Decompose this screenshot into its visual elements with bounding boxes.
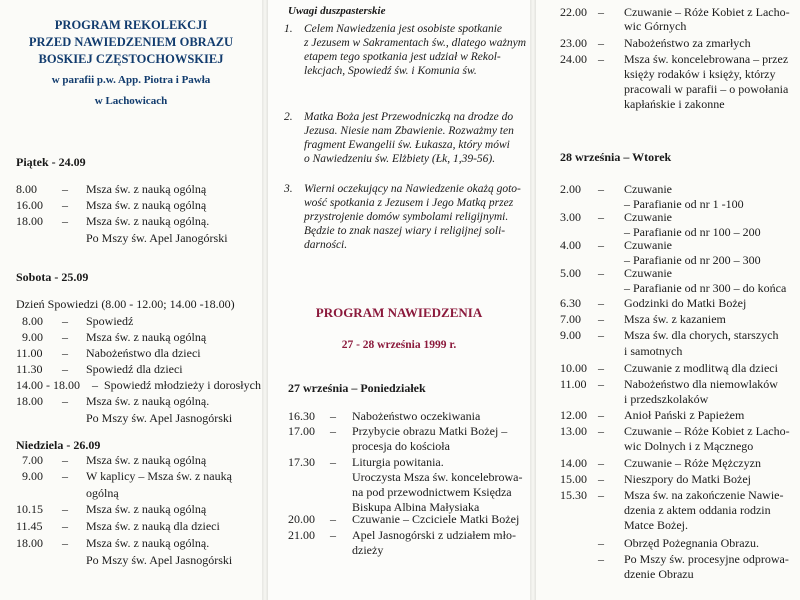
row-time: 9.00 [22, 469, 43, 483]
row-text: Msza św. z nauką ogólną [86, 330, 207, 344]
row-time: 6.30 [560, 296, 581, 310]
row-time: 18.00 [16, 536, 43, 550]
panel-retreat-program: PROGRAM REKOLEKCJI PRZED NAWIEDZENIEM OBRAZU BOSKIEJ CZĘSTOCHOWSKIEJ w parafii p.w. App. Piotra i Pawła w Lachowicach Piątek - 24.09 8.00 – Msza św. z nauką ogólną 16.00 – Msza św. z nauką ogólną 18.00 – Msza św. z nauką ogólną. Po Mszy św. Apel Janogórski Sobota - 25.09 Dzień Spowiedzi (8.00 - 12.00; 14.00 -18.00) 8.00 – Spowiedź 9.00 – Msza św. z nauką ogólną 11.00 – Nabożeństwo dla dzieci 11.30 – Spowiedź dla dzieci 14.00 - 18.00 – Spowiedź młodzieży i dorosłych 18.00 – Msza św. z nauką ogólną. Po Mszy św. Apel Jasnogórski Niedziela - 26.09 7.00 – Msza św. z nauką ogólną 9.00 – W kaplicy – Msza św. z nauką ogólną 10.15 – Msza św. z nauką ogólną 11.45 – Msza św. z nauką dla dzieci 18.00 – Msza św. z nauką ogólną. Po Mszy św. Apel Jasnogórski [0, 0, 262, 600]
row-time: 24.00 [560, 52, 587, 66]
row-time: 17.00 [288, 424, 315, 438]
row-time: 18.00 [16, 214, 43, 228]
row-time: 15.00 [560, 472, 587, 486]
retreat-title-line-1: PROGRAM REKOLEKCJI [54, 18, 208, 32]
row-text: Msza św. z nauką ogólną. [86, 394, 210, 408]
day-heading-saturday: Sobota - 25.09 [16, 270, 89, 284]
row-text: Liturgia powitania. [352, 455, 444, 469]
row-text: Spowiedź dla dzieci [86, 362, 183, 376]
row-text: ogólną [86, 486, 119, 500]
row-time: 14.00 [560, 456, 587, 470]
row-text: Apel Jasnogórski z udziałem mło- [352, 528, 516, 542]
row-text: Czuwanie – Róże Kobiet z Lacho- [624, 5, 790, 19]
row-time: 4.00 [560, 238, 581, 252]
row-time: 16.00 [16, 198, 43, 212]
visitation-program-heading: PROGRAM NAWIEDZENIA [315, 305, 483, 320]
row-time: 9.00 [560, 328, 581, 342]
row-time: 11.30 [16, 362, 43, 376]
row-time: 11.45 [16, 519, 43, 533]
row-text: Msza św. z nauką ogólną. [86, 214, 210, 228]
row-time: 2.00 [560, 182, 581, 196]
row-time: 5.00 [560, 266, 581, 280]
row-time: 9.00 [22, 330, 43, 344]
pastoral-notes-heading: Uwagi duszpasterskie [288, 5, 386, 17]
row-time: 10.00 [560, 361, 587, 375]
row-text: Przybycie obrazu Matki Bożej – [352, 424, 508, 438]
row-text: Msza św. z nauką ogólną [86, 198, 207, 212]
day-heading-tuesday: 28 września – Wtorek [560, 150, 672, 164]
row-text: Spowiedź młodzieży i dorosłych [104, 378, 261, 392]
retreat-title-line-2: PRZED NAWIEDZENIEM OBRAZU [28, 35, 234, 49]
day-heading-monday: 27 września – Poniedziałek [288, 381, 426, 395]
retreat-title-line-3: BOSKIEJ CZĘSTOCHOWSKIEJ [38, 52, 224, 66]
row-text: księży rodaków i księży, którzy [624, 67, 776, 81]
parish-location: w Lachowicach [94, 95, 168, 107]
row-text: Po Mszy św. Apel Jasnogórski [86, 553, 233, 567]
row-text: Biskupa Albina Małysiaka [352, 500, 480, 514]
row-time: 12.00 [560, 408, 587, 422]
row-text: Msza św. z nauką ogólną [86, 502, 207, 516]
row-text: Spowiedź [86, 314, 134, 328]
row-text: na pod przewodnictwem Księdza [352, 485, 512, 499]
row-time: 20.00 [288, 512, 315, 526]
row-text: Msza św. z nauką dla dzieci [86, 519, 220, 533]
row-time: 7.00 [22, 453, 43, 467]
row-time: 18.00 [16, 394, 43, 408]
row-text: wic Górnych [624, 19, 687, 33]
confession-day-note: Dzień Spowiedzi (8.00 - 12.00; 14.00 -18.00) [16, 297, 235, 311]
row-text: W kaplicy – Msza św. z nauką [86, 469, 232, 483]
panel-pastoral-notes: Uwagi duszpasterskie 1. Celem Nawiedzenia jest osobiste spotkanie z Jezusem w Sakramentach św., dlatego ważnym etapem tego spotkania jest udział w Rekol- lekcjach, Spowiedź św. i Komunia św. 2. Matka Boża jest Przewodniczką na drodze do Jezusa. Niesie nam Zbawienie. Rozważmy ten fragment Ewangelii św. Łukasza, który mówi o Nawiedzeniu św. Elżbiety (Łk, 1,39-56). 3. Wierni oczekujący na Nawiedzenie okażą goto- wość spotkania z Jezusem i Jego Matką przez przystrojenie domów symbolami religijnymi. Będzie to znak naszej wiary i religijnej soli- darności. PROGRAM NAWIEDZENIA 27 - 28 września 1999 r. 27 września – Poniedziałek 16.30 – Nabożeństwo oczekiwania 17.00 – Przybycie obrazu Matki Bożej – procesja do kościoła 17.30 – Liturgia powitania. Uroczysta Msza św. koncelebrowa- na pod przewodnictwem Księdza Biskupa Albina Małysiaka 20.00 – Czuwanie – Czciciele Matki Bożej 21.00 – Apel Jasnogórski z udziałem mło- dzieży [268, 0, 530, 600]
row-time: 23.00 [560, 36, 587, 50]
row-text: pracowali w parafii – o powołania [624, 82, 789, 96]
row-time: 8.00 [16, 182, 37, 196]
row-time: 16.30 [288, 409, 315, 423]
row-text: Nabożeństwo dla dzieci [86, 346, 201, 360]
row-text: procesja do kościoła [352, 439, 450, 453]
row-time: 22.00 [560, 5, 587, 19]
row-time: 8.00 [22, 314, 43, 328]
row-time: 17.30 [288, 455, 315, 469]
row-time: 21.00 [288, 528, 315, 542]
day-heading-friday: Piątek - 24.09 [16, 155, 86, 169]
row-text: kapłańskie i zakonne [624, 97, 725, 111]
parish-name: w parafii p.w. App. Piotra i Pawła [51, 74, 211, 86]
row-time: 11.00 [560, 377, 587, 391]
row-text: dzieży [352, 543, 384, 557]
row-time: 11.00 [16, 346, 43, 360]
row-text: Msza św. z nauką ogólną [86, 182, 207, 196]
row-text: Po Mszy św. Apel Jasnogórski [86, 411, 233, 425]
row-time: 15.30 [560, 488, 587, 502]
row-text: Msza św. koncelebrowana – przez [624, 52, 789, 66]
row-text: Nabożeństwo za zmarłych [624, 36, 751, 50]
row-time: 14.00 - 18.00 [16, 378, 80, 392]
row-text: Nabożeństwo oczekiwania [352, 409, 481, 423]
panel-tuesday-program: 22.00 – Czuwanie – Róże Kobiet z Lacho- wic Górnych 23.00 – Nabożeństwo za zmarłych 24.00 – Msza św. koncelebrowana – przez księży rodaków i księży, którzy pracowali w parafii – o powołania kapłańskie i zakonne 28 września – Wtorek 2.00 – Czuwanie – Parafianie od nr 1 -100 3.00 – Czuwanie – Parafianie od nr 100 – 200 4.00 – Czuwanie – Parafianie od nr 200 – 300 5.00 – Czuwanie – Parafianie od nr 300 – do końca 6.30 – Godzinki do Matki Bożej 7.00 – Msza św. z kazaniem 9.00 – Msza św. dla chorych, starszych i samotnych 10.00 – Czuwanie z modlitwą dla dzieci 11.00 – Nabożeństwo dla niemowlaków i przedszkolaków 12.00 – Anioł Pański z Papieżem 13.00 – Czuwanie – Róże Kobiet z Lacho- wic Dolnych i z Mącznego 14.00 – Czuwanie – Róże Mężczyzn 15.00 – Nieszpory do Matki Bożej 15.30 – Msza św. na zakończenie Nawie- dzenia z aktem oddania rodzin Matce Bożej. – Obrzęd Pożegnania Obrazu. – Po Mszy św. procesyjne odprowa- dzenie Obrazu [536, 0, 800, 600]
day-heading-sunday: Niedziela - 26.09 [16, 438, 101, 452]
row-time: 3.00 [560, 210, 581, 224]
visitation-program-dates: 27 - 28 września 1999 r. [341, 339, 457, 351]
row-time: 10.15 [16, 502, 43, 516]
row-text: Po Mszy św. Apel Janogórski [86, 231, 228, 245]
row-time: 7.00 [560, 312, 581, 326]
row-time: 13.00 [560, 424, 587, 438]
row-text: Czuwanie – Czciciele Matki Bożej [352, 512, 520, 526]
row-text: Uroczysta Msza św. koncelebrowa- [352, 470, 523, 484]
row-text: Msza św. z nauką ogólną. [86, 536, 210, 550]
row-text: Msza św. z nauką ogólną [86, 453, 207, 467]
